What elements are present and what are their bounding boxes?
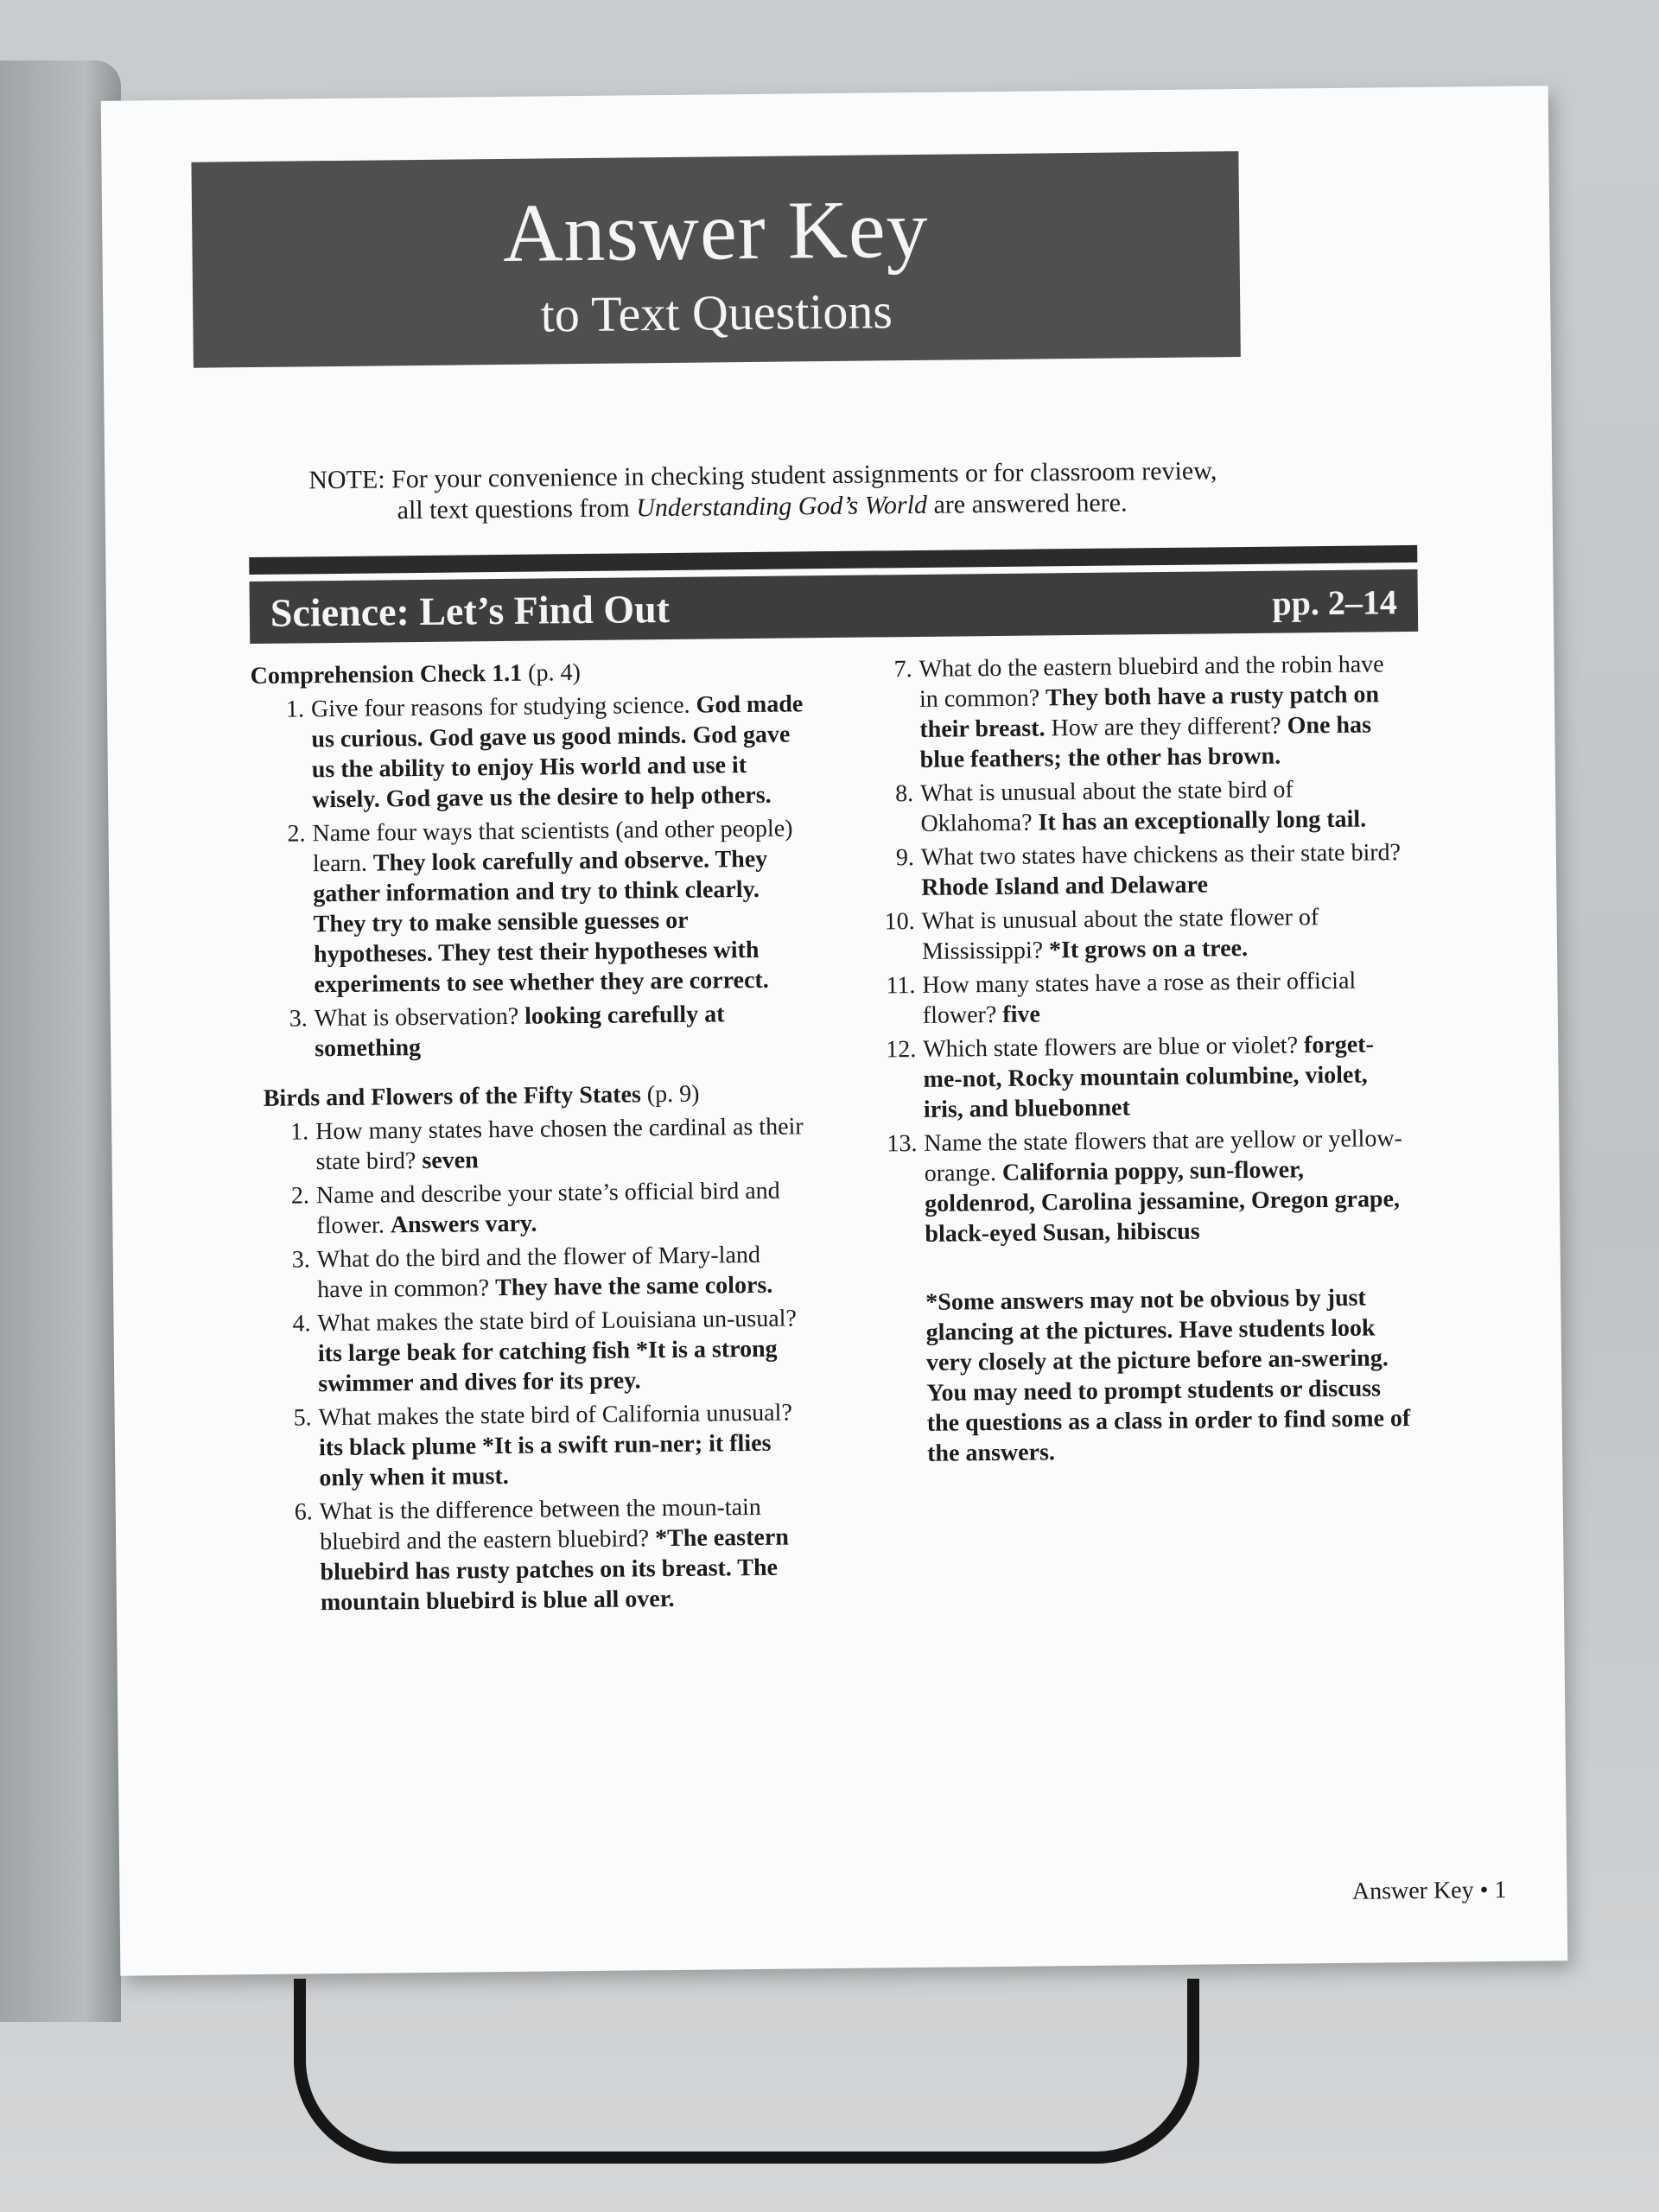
- note-paragraph: [308, 454, 1381, 527]
- question-item: 1. Give four reasons for studying science. God made us curious. God gave us good minds. God gave us the ability to enjoy His world and use it wisely. God gave us the desire to help others.: [285, 690, 804, 814]
- section-title: Science: Let’s Find Out: [270, 586, 671, 635]
- section-rule: [249, 545, 1417, 575]
- section-header: [250, 569, 1419, 644]
- question-item: 6. What is the difference between the moun-tain bluebird and the eastern bluebird? *The eastern bluebird has rusty patches on its breast. The mountain bluebird is blue all over.: [294, 1493, 790, 1617]
- question-item: 4. What makes the state bird of Louisiana un-usual? its large beak for catching fish *It is a strong swimmer and dives for its prey.: [292, 1305, 798, 1398]
- question-item: 12. Which state flowers are blue or violet? forget-me-not, Rocky mountain columbine, violet, iris, and bluebonnet: [886, 1031, 1375, 1123]
- question-item: 8. What is unusual about the state bird of Oklahoma? It has an exceptionally long tail.: [894, 776, 1367, 837]
- question-item: 5. What makes the state bird of California unusual? its black plume *It is a swift run-ner; it flies only when it must.: [293, 1399, 792, 1492]
- question-item: 2. Name four ways that scientists (and other people) learn. They look carefully and observe. They gather information and try to think clearly. They try to make sensible guesses or hypotheses. They test their hypotheses with experiments to see whether they are correct.: [287, 815, 793, 999]
- right-column: [846, 649, 1416, 1470]
- note-line-2: all text questions from Understanding God’s World are answered here.: [397, 488, 1128, 525]
- left-column: [250, 655, 813, 1622]
- question-item: 11. How many states have a rose as their official flower? five: [886, 967, 1357, 1029]
- title-banner: [191, 151, 1240, 368]
- answer-key-page: [101, 86, 1568, 1975]
- question-item: 13. Name the state flowers that are yellow or yellow-orange. California poppy, sun-flower, goldenrod, Carolina jessamine, Oregon grape, black-eyed Susan, hibiscus: [887, 1125, 1403, 1248]
- question-item: 3. What is observation? looking carefully at something: [289, 1001, 725, 1063]
- question-item: 2. Name and describe your state’s official bird and flower. Answers vary.: [290, 1177, 780, 1240]
- group-heading: Comprehension Check 1.1 (p. 4): [250, 659, 581, 690]
- question-item: 9. What two states have chickens as their state bird? Rhode Island and Delaware: [895, 839, 1402, 901]
- title-subtitle: to Text Questions: [540, 283, 893, 343]
- question-item: 1. How many states have chosen the cardinal as their state bird? seven: [290, 1113, 804, 1176]
- section-pages: pp. 2–14: [1272, 582, 1398, 623]
- question-item: 10. What is unusual about the state flower of Mississippi? *It grows on a tree.: [884, 904, 1319, 965]
- note-line-1: NOTE: For your convenience in checking student assignments or for classroom review,: [308, 456, 1217, 495]
- footnote: *Some answers may not be obvious by just glancing at the pictures. Have students look very closely at the picture before an-swering. You may need to prompt students or discuss the questions as a class in order to find some of the answers.: [925, 1284, 1411, 1467]
- page-footer: Answer Key • 1: [1351, 1876, 1507, 1905]
- title-main: Answer Key: [502, 181, 930, 279]
- group-heading: Birds and Flowers of the Fifty States (p. 9): [263, 1080, 700, 1112]
- question-item: 3. What do the bird and the flower of Mary-land have in common? They have the same colors.: [291, 1241, 773, 1304]
- question-item: 7. What do the eastern bluebird and the robin have in common? They both have a rusty patch on their breast. How are they different? One has blue feathers; the other has brown.: [893, 651, 1384, 773]
- wire-stand: [294, 1979, 1199, 2164]
